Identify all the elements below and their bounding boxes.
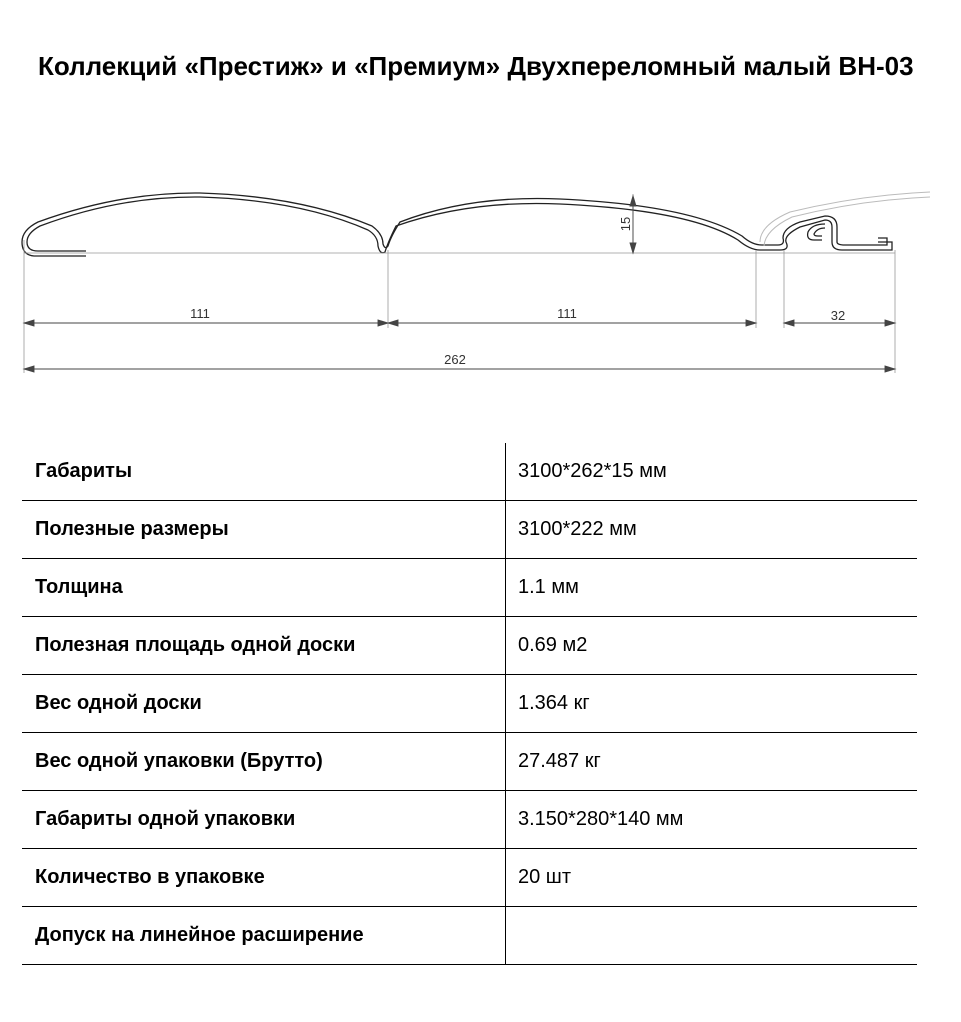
dim-left-label: 111 xyxy=(190,306,210,321)
table-row xyxy=(22,733,917,791)
table-row xyxy=(22,791,917,849)
profile-outline xyxy=(22,193,892,256)
spec-value xyxy=(506,907,918,965)
dim-height-label: 15 xyxy=(618,216,633,232)
spec-value: 0.69 м2 xyxy=(506,617,918,675)
spec-label: Вес одной доски xyxy=(22,675,506,733)
adjacent-panel-ghost-inner xyxy=(764,197,930,246)
dim-right-label: 32 xyxy=(830,308,846,323)
spec-label: Толщина xyxy=(22,559,506,617)
table-row xyxy=(22,849,917,907)
spec-value: 1.1 мм xyxy=(506,559,918,617)
dim-middle-label: 111 xyxy=(557,306,577,321)
spec-value: 3.150*280*140 мм xyxy=(506,791,918,849)
profile-drawing xyxy=(0,180,961,390)
dimension-lines xyxy=(24,196,895,372)
spec-label: Допуск на линейное расширение xyxy=(22,907,506,965)
spec-value: 3100*222 мм xyxy=(506,501,918,559)
table-row xyxy=(22,675,917,733)
profile-drawing-svg xyxy=(0,180,961,390)
spec-table xyxy=(22,443,917,965)
table-row xyxy=(22,443,917,501)
extension-lines xyxy=(24,194,895,373)
spec-label: Количество в упаковке xyxy=(22,849,506,907)
spec-label: Вес одной упаковки (Брутто) xyxy=(22,733,506,791)
dim-total-label: 262 xyxy=(444,352,466,367)
table-row xyxy=(22,559,917,617)
table-row xyxy=(22,907,917,965)
adjacent-panel-ghost xyxy=(760,192,930,242)
spec-value: 1.364 кг xyxy=(506,675,918,733)
table-row xyxy=(22,501,917,559)
page-title: Коллекций «Престиж» и «Премиум» Двухпереломный малый ВН-03 xyxy=(38,51,914,81)
table-row xyxy=(22,617,917,675)
spec-label: Габариты одной упаковки xyxy=(22,791,506,849)
spec-value: 20 шт xyxy=(506,849,918,907)
spec-label: Габариты xyxy=(22,443,506,501)
spec-label: Полезные размеры xyxy=(22,501,506,559)
spec-label: Полезная площадь одной доски xyxy=(22,617,506,675)
spec-value: 3100*262*15 мм xyxy=(506,443,918,501)
spec-value: 27.487 кг xyxy=(506,733,918,791)
